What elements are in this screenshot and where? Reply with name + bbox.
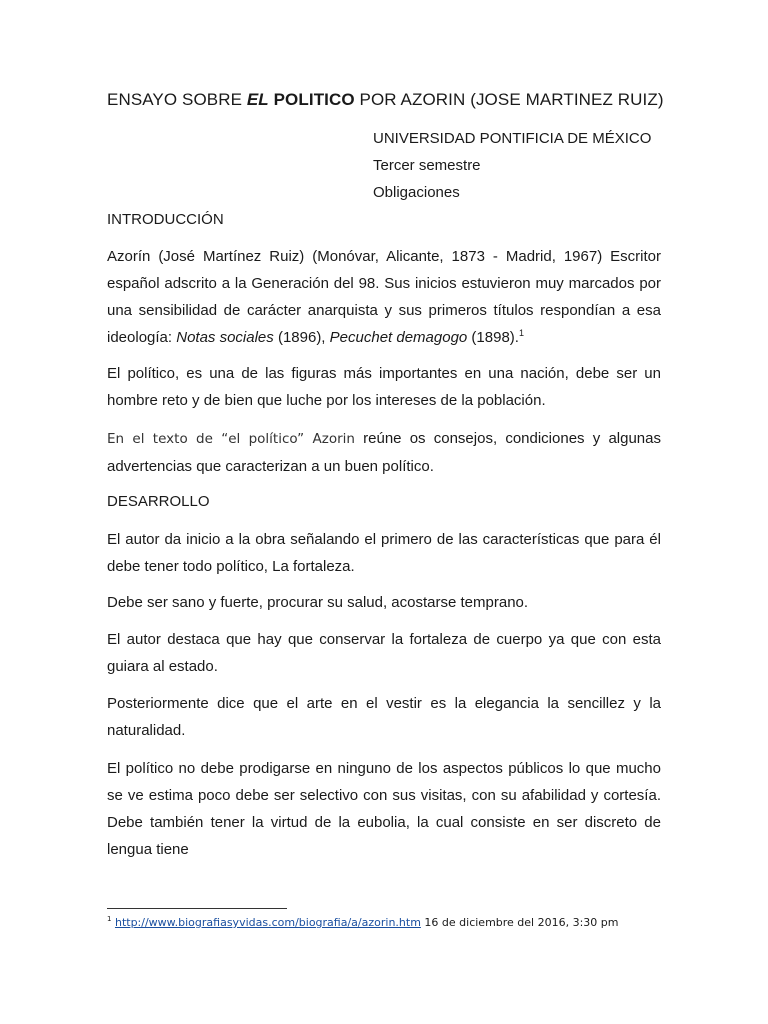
footnote-date: 16 de diciembre del 2016, 3:30 pm [420, 916, 619, 929]
paragraph-2: El político, es una de las figuras más importantes en una nación, debe ser un hombre reto y de bien que luche por los intereses de la población. [107, 365, 661, 409]
paragraph-7: Posteriormente dice que el arte en el vestir es la elegancia la sencillez y la naturalidad. [107, 695, 661, 739]
title-part-2: EL [246, 90, 269, 109]
paragraph-6: El autor destaca que hay que conservar la fortaleza de cuerpo ya que con esta guiara al estado. [107, 631, 661, 675]
footnote-link[interactable]: http://www.biografiasyvidas.com/biografia/a/azorin.htm [114, 916, 421, 929]
title-part-1: ENSAYO SOBRE [107, 90, 247, 109]
paragraph-3 [107, 425, 661, 480]
paragraph-3-rest: reúne os consejos, condiciones y algunas advertencias que caracterizan a un buen político. [107, 430, 661, 475]
heading-introduction: INTRODUCCIÓN [107, 211, 224, 228]
paragraph-5: Debe ser sano y fuerte, procurar su salud, acostarse temprano. [107, 594, 529, 611]
footnote-separator [107, 908, 287, 909]
paragraph-1-text: Azorín (José Martínez Ruiz) (Monóvar, Alicante, 1873 - Madrid, 1967) Escritor español adscrito a la Generación del 98. Sus inicios estuvieron muy marcados por una sensibilidad de carácter anarquista y sus primeros títulos respondían a esa ideología: [107, 248, 661, 346]
paragraph-1-mid: (1896), [273, 329, 330, 346]
paragraph-3-lead: En el texto de “el político” Azorin [107, 431, 355, 447]
document-title [107, 90, 664, 110]
heading-development: DESARROLLO [107, 493, 210, 510]
title-part-3: POLITICO [268, 90, 355, 109]
work-title-pecuchet: Pecuchet demagogo [329, 329, 468, 346]
paragraph-1-end: (1898). [467, 329, 519, 346]
footnote [107, 916, 619, 929]
subject-label: Obligaciones [373, 184, 460, 201]
title-part-4: POR AZORIN (JOSE MARTINEZ RUIZ) [354, 90, 664, 109]
footnote-reference[interactable]: 1 [518, 328, 524, 338]
paragraph-1 [107, 243, 661, 351]
semester-label: Tercer semestre [373, 157, 481, 174]
paragraph-8: El político no debe prodigarse en ninguno de los aspectos públicos lo que mucho se ve estima poco debe ser selectivo con sus visitas, con su afabilidad y cortesía. Debe también tener la virtud de la eubolia, la cual consiste en ser discreto de lengua tiene [107, 760, 661, 858]
paragraph-4: El autor da inicio a la obra señalando el primero de las características que para él debe tener todo político, La fortaleza. [107, 531, 661, 575]
footnote-marker: 1 [107, 915, 112, 923]
work-title-notas-sociales: Notas sociales [176, 329, 274, 346]
university-name: UNIVERSIDAD PONTIFICIA DE MÉXICO [373, 130, 652, 147]
